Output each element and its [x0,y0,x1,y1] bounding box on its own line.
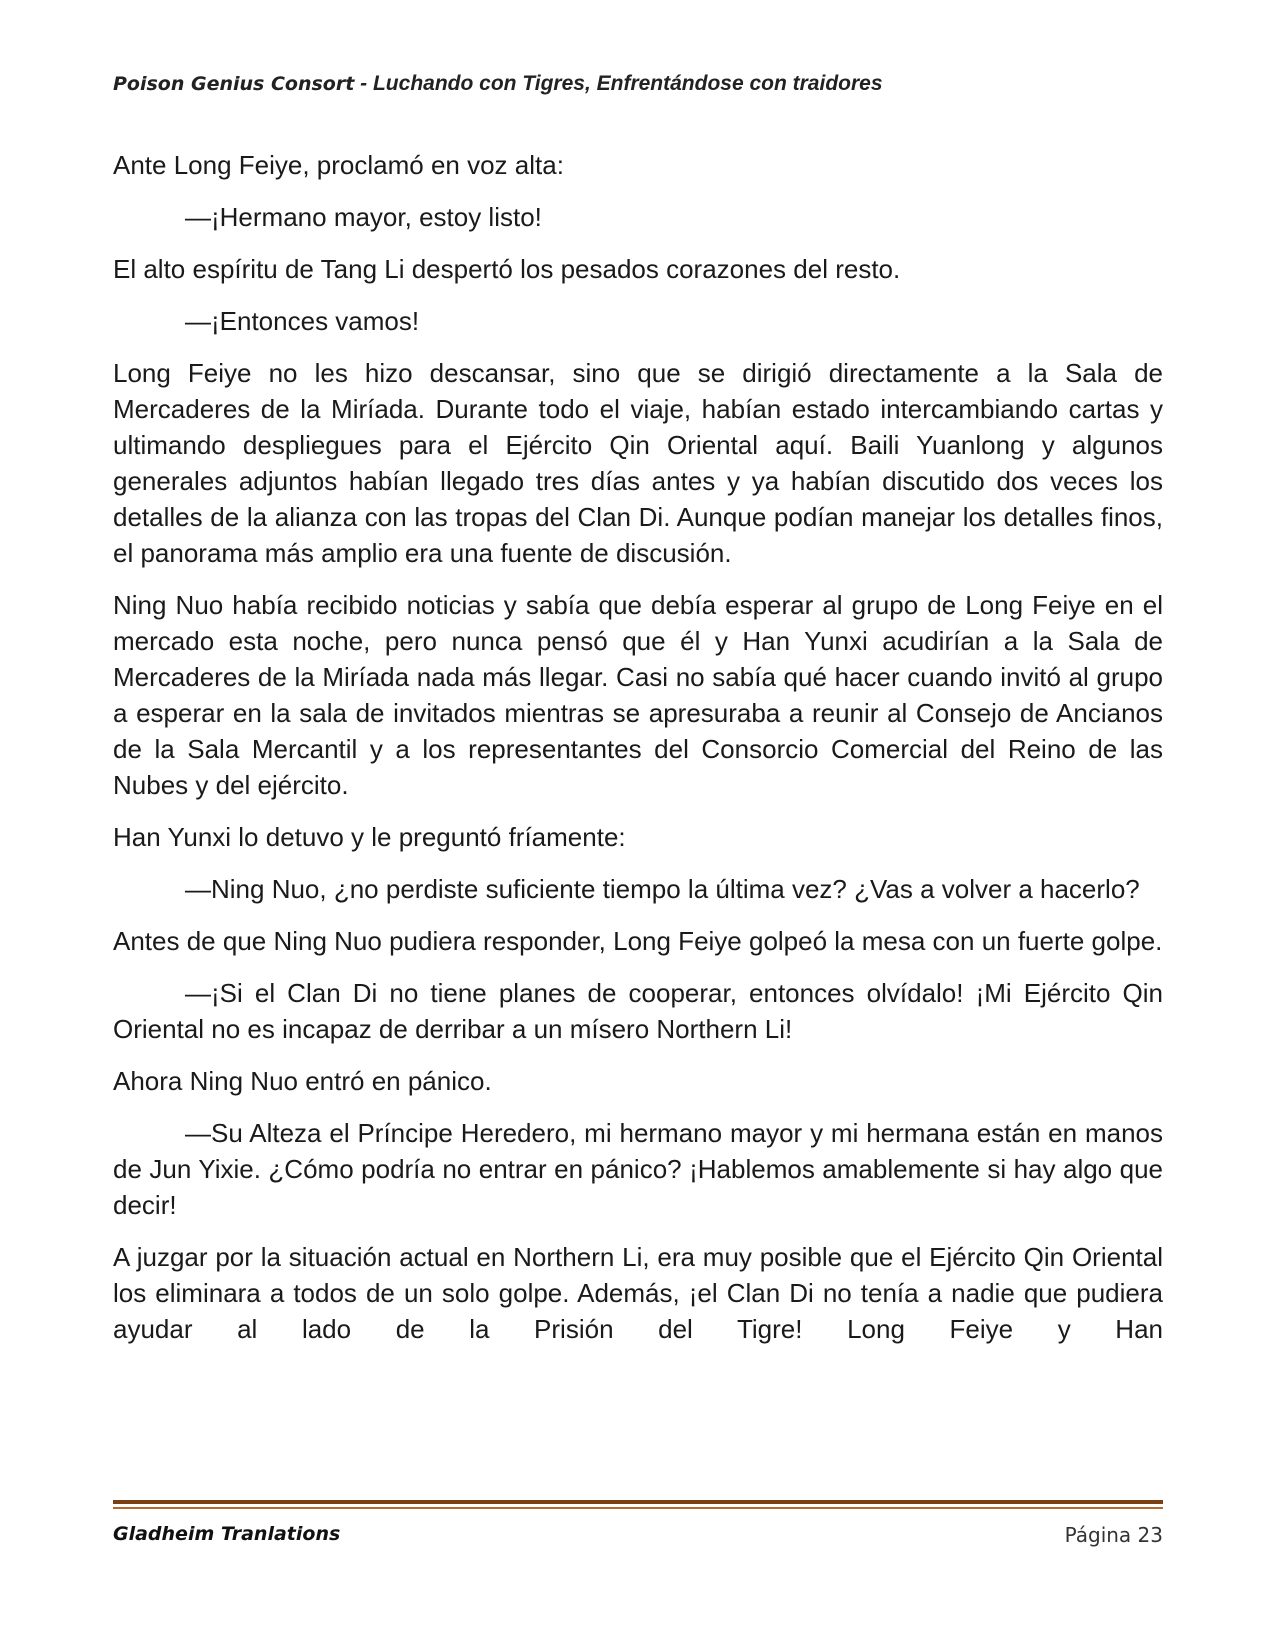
paragraph: A juzgar por la situación actual en Northern Li, era muy posible que el Ejército Qin Oriental los eliminara a todos de un solo golpe. Además, ¡el Clan Di no tenía a nadie que pudiera ayudar al lado de la Prisión del Tigre! Long Feiye y Han [113,1242,1163,1344]
header-work-title: Poison Genius Consort [113,73,355,95]
paragraph: Ning Nuo había recibido noticias y sabía que debía esperar al grupo de Long Feiye en el mercado esta noche, pero nunca pensó que él y Han Yunxi acudirían a la Sala de Mercaderes de la Miríada nada más llegar. Casi no sabía qué hacer cuando invitó al grupo a esperar en la sala de invitados mientras se apresuraba a reunir al Consejo de Ancianos de la Sala Mercantil y a los representantes del Consorcio Comercial del Reino de las Nubes y del ejército. [113,590,1163,800]
dialogue-paragraph: —¡Hermano mayor, estoy listo! [185,202,542,232]
dialogue-paragraph: —Su Alteza el Príncipe Heredero, mi hermano mayor y mi hermana están en manos de Jun Yixie. ¿Cómo podría no entrar en pánico? ¡Hablemos amablemente si hay algo que decir! [113,1118,1163,1220]
paragraph: Ahora Ning Nuo entró en pánico. [113,1066,492,1096]
footer-rule [113,1500,1163,1504]
paragraph: Ante Long Feiye, proclamó en voz alta: [113,150,564,180]
dialogue-paragraph: —Ning Nuo, ¿no perdiste suficiente tiempo la última vez? ¿Vas a volver a hacerlo? [185,874,1140,904]
page-header [113,72,1163,96]
dialogue-paragraph: —¡Si el Clan Di no tiene planes de cooperar, entonces olvídalo! ¡Mi Ejército Qin Oriental no es incapaz de derribar a un mísero Northern Li! [113,978,1163,1044]
paragraph: Han Yunxi lo detuvo y le preguntó fríamente: [113,822,626,852]
footer-credit: Gladheim Tranlations [113,1523,341,1545]
header-chapter-title: Luchando con Tigres, Enfrentándose con traidores [372,72,883,95]
dialogue-paragraph: —¡Entonces vamos! [185,306,420,336]
paragraph: Long Feiye no les hizo descansar, sino que se dirigió directamente a la Sala de Mercaderes de la Miríada. Durante todo el viaje, habían estado intercambiando cartas y ultimando despliegues para el Ejército Qin Oriental aquí. Baili Yuanlong y algunos generales adjuntos habían llegado tres días antes y ya habían discutido dos veces los detalles de la alianza con las tropas del Clan Di. Aunque podían manejar los detalles finos, el panorama más amplio era una fuente de discusión. [113,358,1163,568]
page-body [113,147,1163,1363]
header-separator: - [354,72,373,95]
page-number: Página 23 [1064,1523,1163,1547]
paragraph: Antes de que Ning Nuo pudiera responder, Long Feiye golpeó la mesa con un fuerte golpe. [113,926,1163,956]
paragraph: El alto espíritu de Tang Li despertó los pesados corazones del resto. [113,254,901,284]
footer-rule-accent [113,1507,1163,1509]
